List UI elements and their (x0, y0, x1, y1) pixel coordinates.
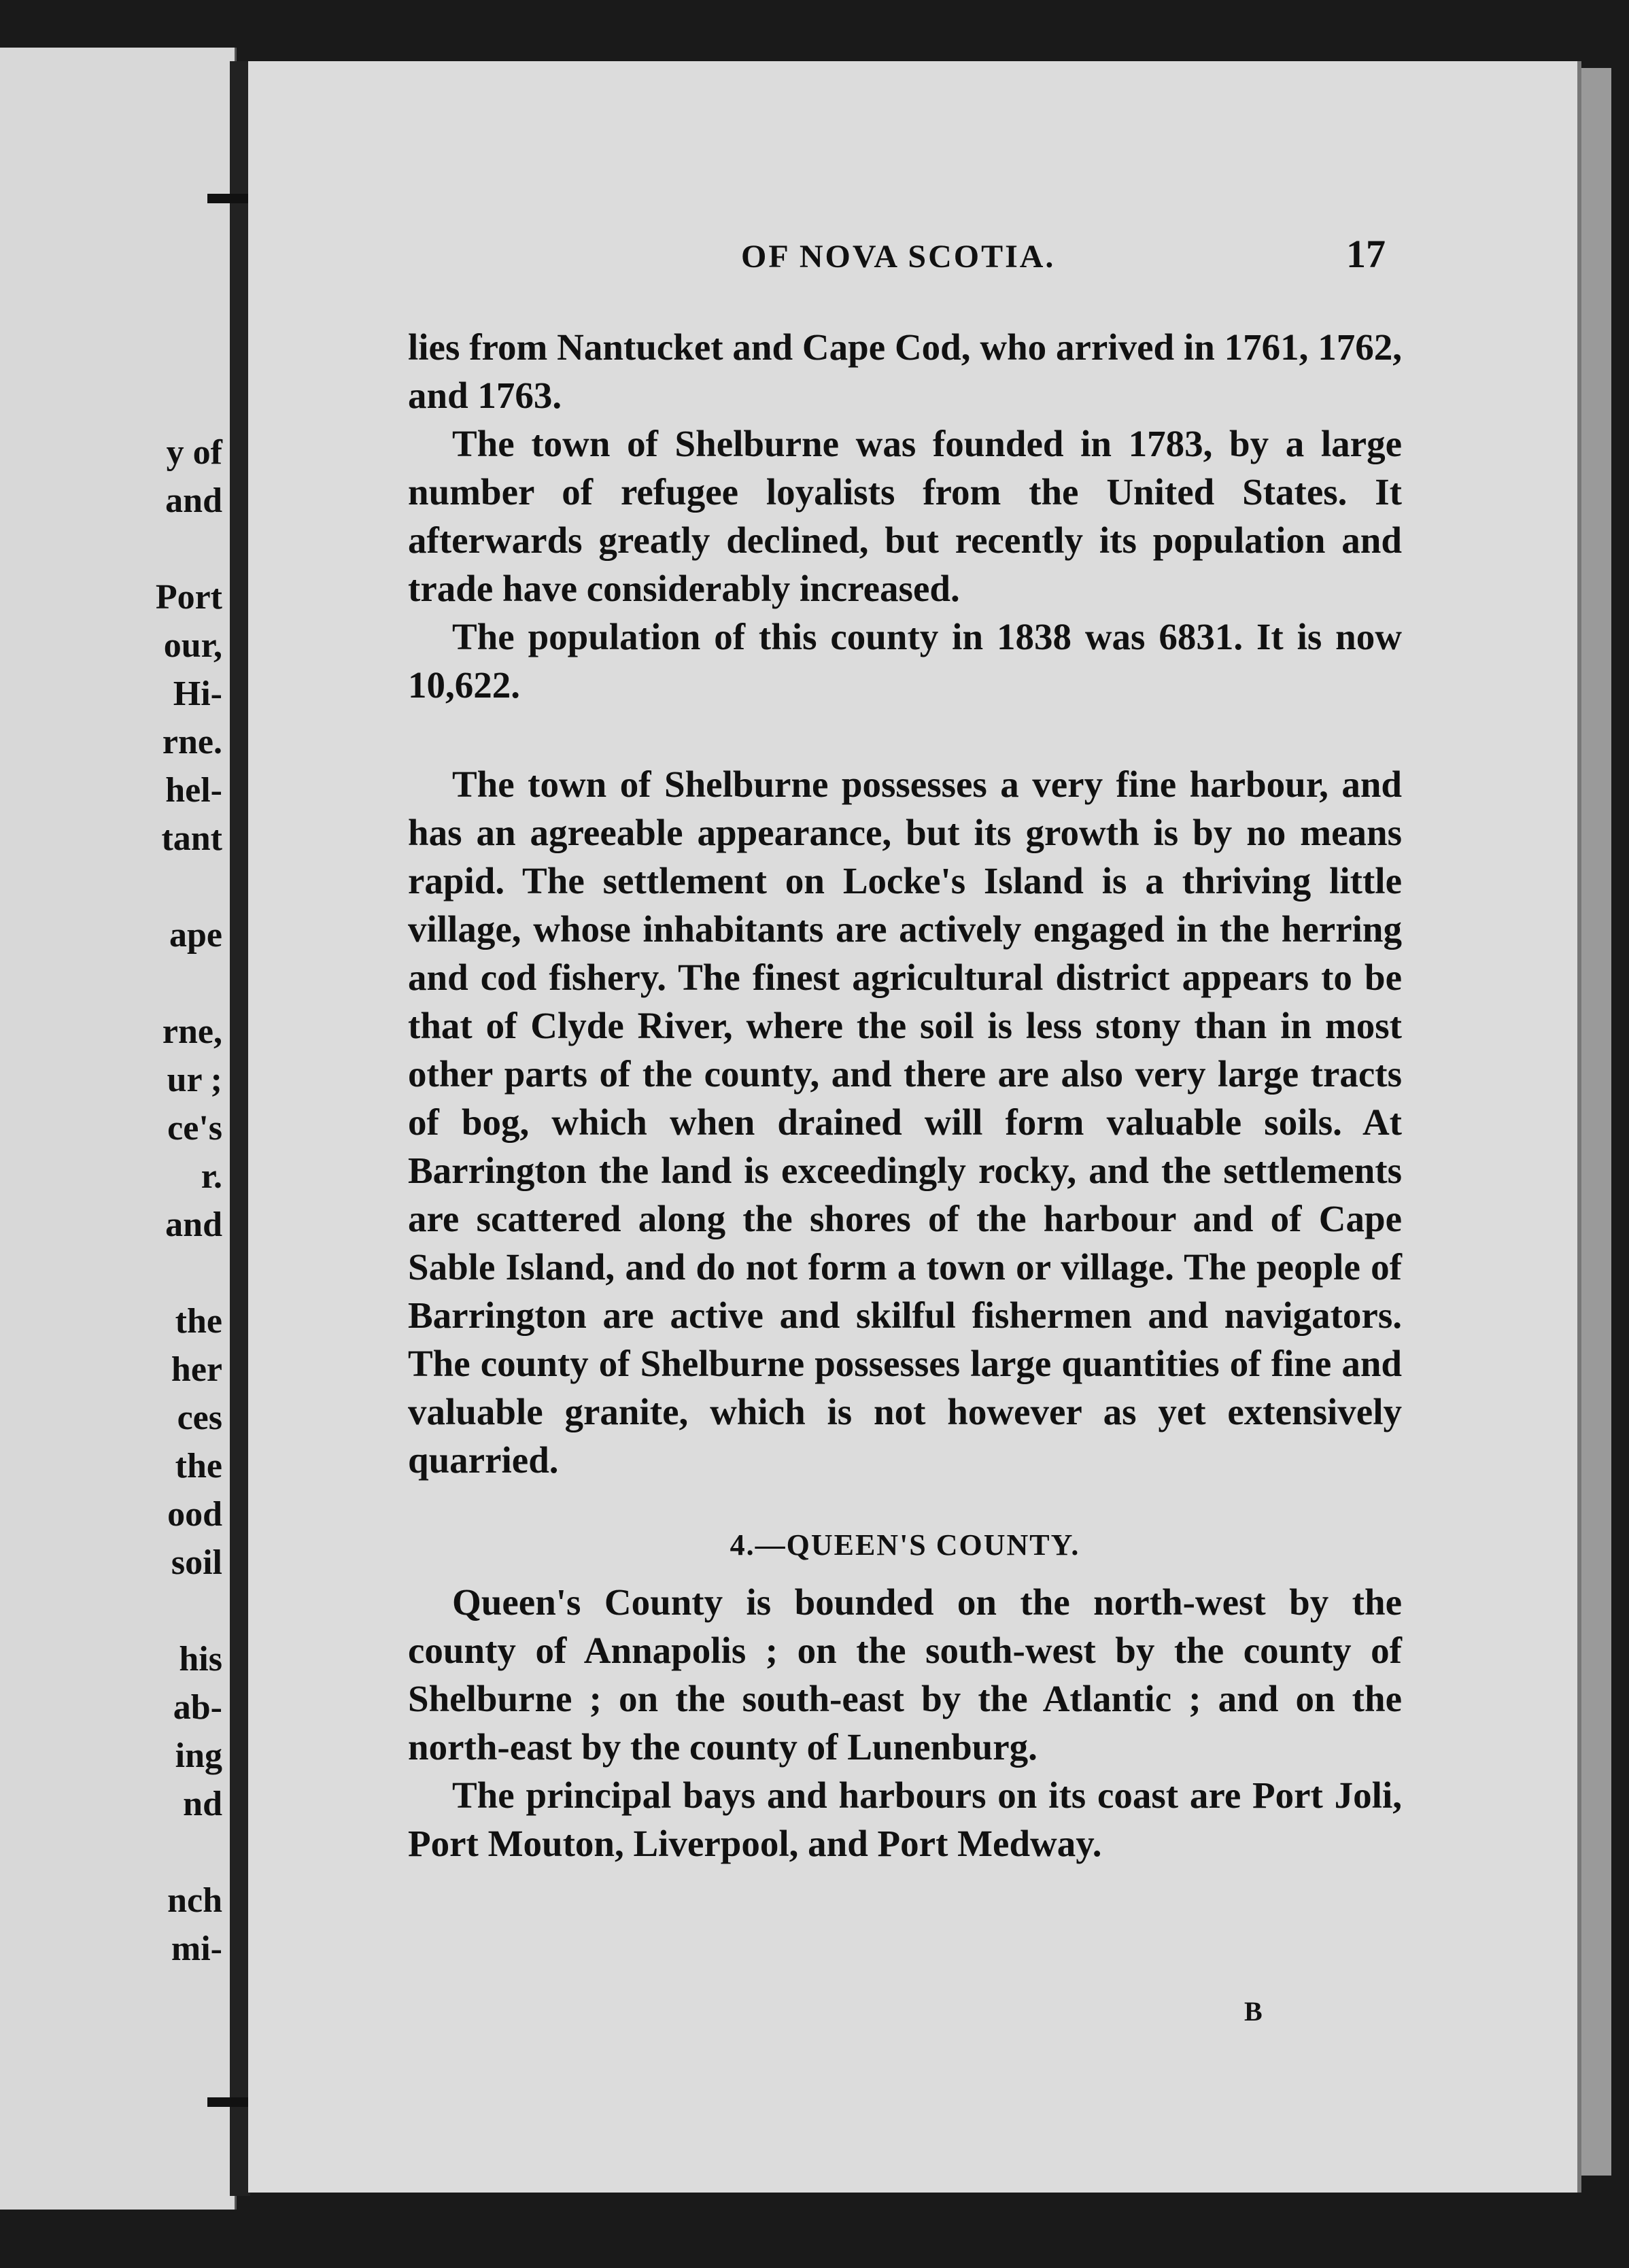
paragraph: lies from Nantucket and Cape Cod, who arrived in 1761, 1762, and 1763. (408, 326, 1402, 416)
book-spine (230, 61, 250, 2196)
left-fragment (156, 1587, 222, 1635)
left-fragment: and (165, 481, 222, 520)
left-fragment (156, 863, 222, 911)
left-fragment: the (175, 1302, 222, 1341)
body-text (408, 323, 1402, 1868)
section-heading: 4.—QUEEN'S COUNTY. (730, 1528, 1080, 1562)
left-fragment: Port (155, 578, 222, 617)
left-fragment: r. (201, 1157, 222, 1196)
paragraph: The principal bays and harbours on its coast are Port Joli, Port Mouton, Liverpool, and Port Medway. (408, 1774, 1402, 1864)
paragraph: The population of this county in 1838 was 6831. It is now 10,622. (408, 616, 1402, 706)
left-fragment: the (175, 1447, 222, 1485)
left-fragment: ood (167, 1495, 222, 1534)
left-fragment (156, 959, 222, 1008)
left-fragment (156, 1828, 222, 1876)
left-fragment: ape (169, 916, 222, 955)
left-fragment: ing (175, 1736, 222, 1775)
left-fragment: ces (177, 1398, 222, 1437)
left-fragment: ce's (167, 1109, 222, 1148)
left-fragment (156, 1249, 222, 1297)
left-fragment: our, (163, 626, 222, 665)
left-fragment: nd (183, 1785, 222, 1823)
left-fragment: mi- (171, 1929, 222, 1968)
paragraph: The town of Shelburne possesses a very fine harbour, and has an agreeable appearance, but its growth is by no means rapid. The settlement on Locke's Island is a thriving little village, whose inhabitants are actively engaged in the herring and cod fishery. The finest agricultural district appears to be that of Clyde River, where the soil is less stony than in most other parts of the county, and there are also very large tracts of bog, which when drained will form valuable soils. At Barrington the land is exceedingly rocky, and the settlements are scattered along the shores of the harbour and of Cape Sable Island, and do not form a town or village. The people of Barrington are active and skilful fishermen and navigators. The county of Shelburne possesses large quantities of fine and valuable granite, which is not however as yet extensively quarried. (408, 763, 1402, 1481)
left-fragment: ab- (173, 1688, 222, 1727)
left-page-edge (0, 48, 237, 2210)
paragraph: Queen's County is bounded on the north-west by the county of Annapolis ; on the south-west by the county of Shelburne ; on the south-east by the Atlantic ; and on the north-east by the county of Lunenburg. (408, 1581, 1402, 1768)
paragraph-gap (408, 709, 1402, 760)
left-fragment: tant (161, 819, 222, 858)
signature-mark: B (1244, 1996, 1263, 2027)
running-head: OF NOVA SCOTIA. (741, 239, 1056, 275)
page-number: 17 (1346, 232, 1386, 276)
left-fragment: his (179, 1640, 222, 1679)
left-fragment: hel- (165, 771, 222, 810)
paragraph: The town of Shelburne was founded in 1783, by a large number of refugee loyalists from the United States. It afterwards greatly declined, but recently its population and trade have considerably increased. (408, 423, 1402, 609)
left-fragment: her (171, 1350, 222, 1389)
left-fragment: rne, (162, 1012, 222, 1051)
left-fragment: and (165, 1205, 222, 1244)
left-fragment: soil (171, 1543, 222, 1582)
left-page-fragments (156, 428, 222, 1973)
left-fragment: ur ; (167, 1061, 222, 1099)
left-fragment: y of (166, 433, 222, 472)
page-edge-shadow (1577, 68, 1611, 2176)
left-fragment: Hi- (173, 674, 222, 713)
left-fragment: nch (167, 1881, 222, 1920)
left-fragment: rne. (162, 723, 222, 761)
left-fragment (156, 525, 222, 573)
